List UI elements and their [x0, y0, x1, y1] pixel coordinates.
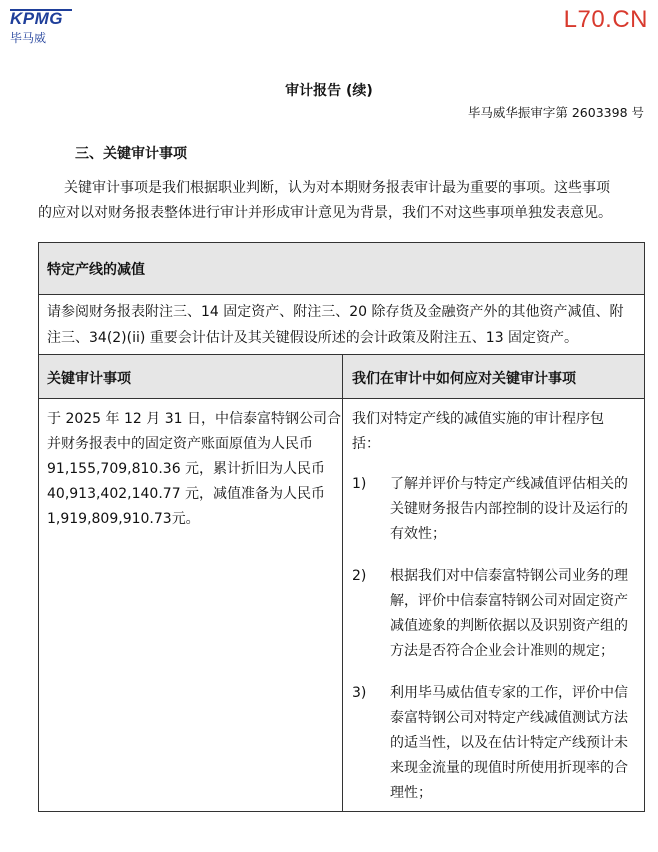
procedure-number: 2) [352, 568, 367, 584]
procedure-line: 了解并评价与特定产线减值评估相关的 [390, 476, 628, 492]
column-divider [342, 355, 343, 812]
procedure-line: 的适当性，以及在估计特定产线预计未 [390, 735, 628, 751]
matter-line: 并财务报表中的固定资产账面原值为人民币 [47, 436, 313, 452]
procedure-line: 关键财务报告内部控制的设计及运行的 [390, 501, 628, 517]
procedure-line: 泰富特钢公司对特定产线减值测试方法 [390, 710, 628, 726]
procedure-number: 1) [352, 476, 367, 492]
column-header-right: 我们在审计中如何应对关键审计事项 [352, 371, 576, 387]
procedure-text [390, 472, 628, 547]
matter-description [47, 407, 341, 532]
matter-line: 于 2025 年 12 月 31 日，中信泰富特钢公司合 [47, 411, 341, 427]
intro-line: 的应对以对财务报表整体进行审计并形成审计意见为背景，我们不对这些事项单独发表意见。 [38, 205, 612, 221]
report-reference-number: 毕马威华振审字第 2603398 号 [467, 105, 644, 120]
procedure-line: 根据我们对中信泰富特钢公司业务的理 [390, 568, 628, 584]
procedures-intro-line: 我们对特定产线的减值实施的审计程序包 [352, 411, 604, 427]
procedure-number: 3) [352, 685, 367, 701]
procedure-line: 解，评价中信泰富特钢公司对固定资产 [390, 593, 628, 609]
matter-line: 1,919,809,910.73元。 [47, 511, 200, 527]
procedure-line: 来现金流量的现值时所使用折现率的合 [390, 760, 628, 776]
section-heading: 三、关键审计事项 [75, 146, 187, 162]
procedure-line: 方法是否符合企业会计准则的规定； [390, 643, 614, 659]
kpmg-logo [10, 8, 80, 52]
matter-line: 40,913,402,140.77 元，减值准备为人民币 [47, 486, 326, 502]
procedures-intro-line: 括： [352, 436, 380, 452]
procedure-line: 理性； [390, 785, 432, 801]
matter-heading: 特定产线的减值 [47, 262, 145, 278]
matter-line: 91,155,709,810.36 元，累计折旧为人民币 [47, 461, 326, 477]
procedure-line: 利用毕马威估值专家的工作，评价中信 [390, 685, 628, 701]
procedures-intro [352, 407, 604, 457]
report-title: 审计报告 (续) [285, 83, 373, 99]
logo-wordmark: KPMG [10, 9, 63, 28]
procedure-text [390, 564, 628, 664]
key-audit-matter-table [38, 242, 645, 812]
matter-heading-row [39, 243, 644, 295]
column-header-left: 关键审计事项 [47, 371, 131, 387]
procedure-text [390, 681, 628, 806]
reference-line: 注三、34(2)(ii) 重要会计估计及其关键假设所述的会计政策及附注五、13 固定资产。 [47, 330, 579, 346]
site-watermark: L70.CN [563, 6, 648, 33]
reference-line: 请参阅财务报表附注三、14 固定资产、附注三、20 除存货及金融资产外的其他资产减值、附 [47, 304, 624, 320]
reference-row [39, 295, 644, 355]
intro-line: 关键审计事项是我们根据职业判断，认为对本期财务报表审计最为重要的事项。这些事项 [64, 180, 610, 196]
logo-chinese-name: 毕马威 [10, 31, 47, 45]
intro-paragraph [38, 176, 642, 226]
procedure-line: 有效性； [390, 526, 446, 542]
procedure-line: 减值迹象的判断依据以及识别资产组的 [390, 618, 628, 634]
